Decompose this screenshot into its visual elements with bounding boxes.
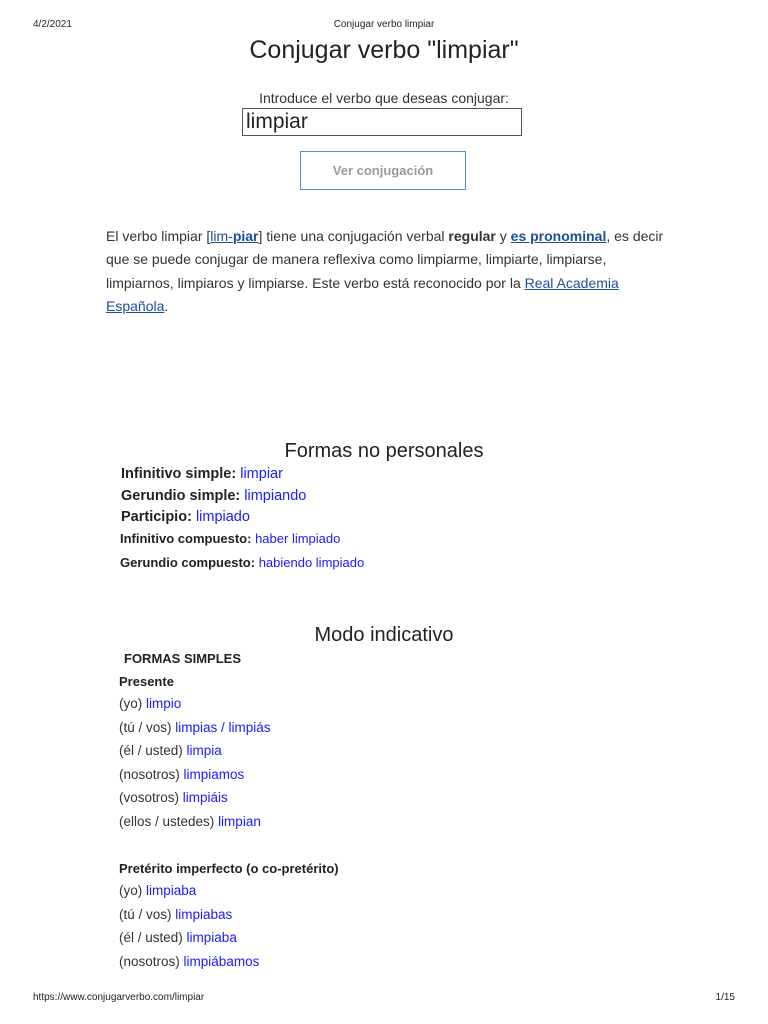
conjugation-row [119, 930, 237, 945]
regular-label: regular [448, 228, 496, 244]
page-number: 1/15 [715, 992, 735, 1003]
conjugation-row [119, 743, 222, 758]
intro-text-4: , es decir que se puede conjugar de manera reflexiva como limpiarme, limpiarte, limpiarse, limpiarnos, limpiaros y limpiarse. Este verbo está reconocido por la [106, 228, 664, 291]
np-label: Infinitivo simple: [121, 466, 237, 482]
pronoun: (nosotros) [119, 954, 180, 969]
np-value: limpiar [240, 466, 283, 482]
syllable-2-stressed: piar [232, 228, 259, 244]
np-label: Gerundio compuesto: [120, 555, 256, 570]
np-item-infinitivo-simple [121, 466, 283, 482]
print-date: 4/2/2021 [33, 19, 72, 30]
conjugation-row [119, 720, 271, 735]
title-suffix: " [509, 36, 519, 64]
conjugation-row [119, 883, 196, 898]
verb-form: limpiábamos [183, 954, 260, 969]
title-prefix: Conjugar verbo " [249, 36, 437, 64]
syllable-1: lim- [210, 228, 233, 244]
view-conjugation-button[interactable]: Ver conjugación [300, 151, 466, 190]
conjugation-row [119, 696, 181, 711]
intro-text-5: . [164, 297, 169, 314]
np-value: limpiando [244, 488, 307, 504]
pronoun: (yo) [119, 696, 143, 711]
section-title-no-personales: Formas no personales [284, 440, 484, 462]
verb-form: limpiaba [186, 930, 237, 945]
title-verb: limpiar [436, 36, 510, 64]
verb-form: limpiamos [183, 767, 245, 782]
pronoun: (él / usted) [119, 930, 183, 945]
print-header-title: Conjugar verbo limpiar [333, 19, 435, 30]
verb-input[interactable] [242, 108, 522, 136]
verb-form: limpiáis [182, 790, 228, 805]
intro-paragraph [106, 225, 666, 318]
intro-text-3: y [495, 228, 511, 244]
verb-form: limpian [218, 814, 261, 829]
pronominal-label: es pronominal [510, 228, 607, 244]
np-value: limpiado [195, 509, 250, 525]
section-title-indicativo: Modo indicativo [314, 624, 454, 646]
pronoun: (yo) [119, 883, 143, 898]
intro-text-1: El verbo limpiar [ [106, 228, 211, 244]
intro-text-2: ] tiene una conjugación verbal [258, 228, 449, 244]
tense-heading-imperfecto: Pretérito imperfecto (o co-pretérito) [119, 861, 339, 876]
formas-simples-heading: FORMAS SIMPLES [124, 651, 242, 666]
np-item-infinitivo-compuesto [120, 531, 340, 546]
pronoun: (nosotros) [119, 767, 180, 782]
verb-form: limpiaba [146, 883, 197, 898]
verb-form: limpias / limpiás [175, 720, 271, 735]
np-item-participio [121, 509, 250, 525]
conjugation-row [119, 954, 259, 969]
verb-input-label: Introduce el verbo que deseas conjugar: [259, 90, 509, 106]
pronoun: (ellos / ustedes) [119, 814, 215, 829]
np-item-gerundio-simple [121, 488, 306, 504]
print-footer-url: https://www.conjugarverbo.com/limpiar [33, 992, 205, 1003]
pronoun: (vosotros) [119, 790, 180, 805]
np-item-gerundio-compuesto [120, 555, 364, 570]
verb-form: limpia [186, 743, 222, 758]
pronoun: (tú / vos) [119, 720, 172, 735]
page-title [0, 36, 768, 65]
conjugation-row [119, 767, 244, 782]
conjugation-row [119, 790, 228, 805]
pronoun: (él / usted) [119, 743, 183, 758]
np-label: Infinitivo compuesto: [120, 531, 252, 546]
np-label: Participio: [121, 509, 192, 525]
np-value: haber limpiado [255, 531, 341, 546]
np-label: Gerundio simple: [121, 488, 241, 504]
rae-link[interactable]: Real Academia Española [106, 274, 619, 314]
conjugation-row [119, 814, 261, 829]
conjugation-row [119, 907, 232, 922]
np-value: habiendo limpiado [258, 555, 365, 570]
verb-form: limpiabas [175, 907, 233, 922]
pronominal-link[interactable] [511, 228, 607, 244]
verb-form: limpio [146, 696, 182, 711]
tense-heading-presente: Presente [119, 674, 174, 689]
syllable-link[interactable] [210, 228, 258, 244]
pronoun: (tú / vos) [119, 907, 172, 922]
